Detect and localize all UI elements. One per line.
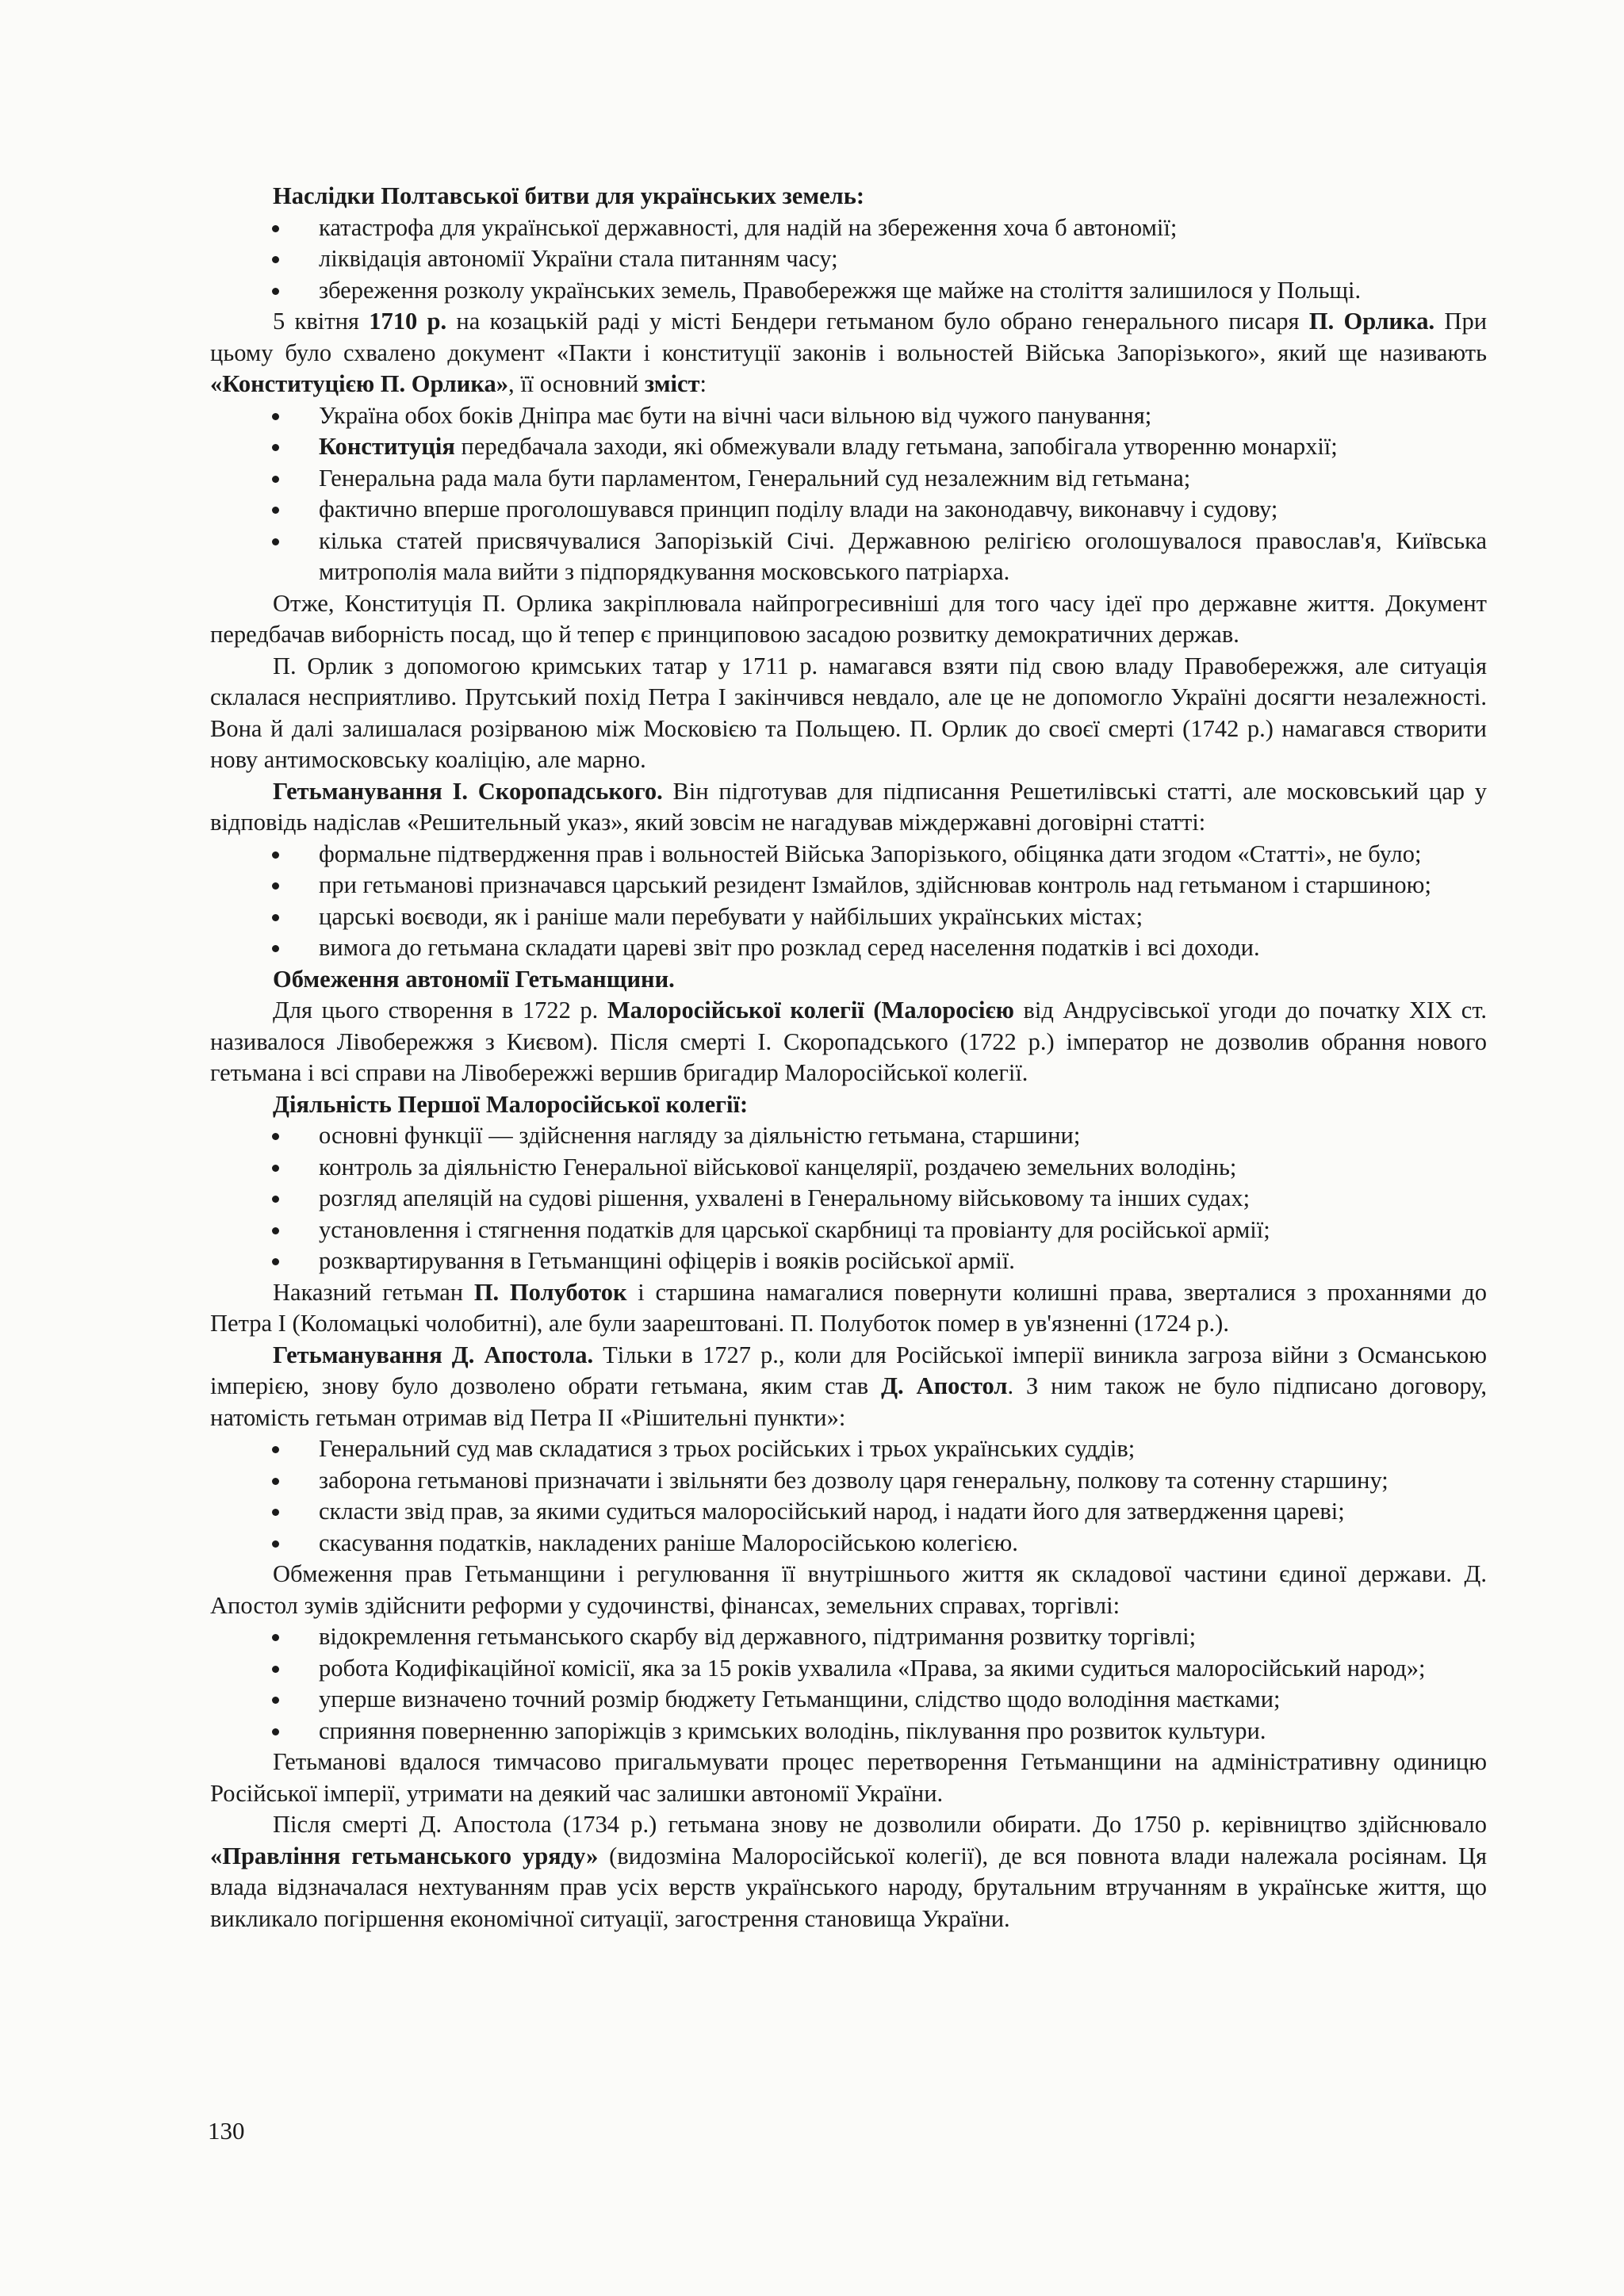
text-run: відокремлення гетьманського скарбу від державного, підтримання розвитку торгівлі; <box>319 1623 1197 1650</box>
text-run: , її основний <box>508 370 645 397</box>
list-item <box>210 526 1487 588</box>
list-item <box>210 1496 1487 1528</box>
text-run: від Андрусівської угоди до початку XIX ст. називалося Лівобережжя з Києвом). Після смерті І. Скоропадського (1722 р.) імператор не дозволив обрання нового гетьмана і всі справи на Лівобережжі вершив бригадир Малоросійської колегії. <box>210 997 1487 1086</box>
paragraph <box>210 776 1487 839</box>
bold-text: 1710 р. <box>369 308 447 335</box>
text-run: Отже, Конституція П. Орлика закріплювала найпрогресивніші для того часу ідеї про державне життя. Документ передбачав виборність посад, що й тепер є принциповою засадою розвитку демократичних держав. <box>210 589 1487 648</box>
section-heading <box>210 181 1487 212</box>
list-item <box>210 1653 1487 1685</box>
bullet-list <box>210 212 1487 307</box>
text-run: Для цього створення в 1722 р. <box>273 997 607 1024</box>
paragraph <box>210 1809 1487 1934</box>
text-run: фактично вперше проголошувався принцип поділу влади на законодавчу, виконавчу і судову; <box>319 496 1278 522</box>
text-run: розквартирування в Гетьманщині офіцерів і вояків російської армії. <box>319 1247 1015 1274</box>
paragraph <box>210 1747 1487 1809</box>
list-item <box>210 1684 1487 1716</box>
bold-text: Наслідки Полтавської битви для українських земель <box>273 182 856 209</box>
bold-text: Обмеження автономії Гетьманщини. <box>273 965 675 993</box>
list-item <box>210 1465 1487 1497</box>
list-item <box>210 431 1487 463</box>
text-run: кілька статей присвячувалися Запорізькій Січі. Державною релігією оголошувалося православ'я, Київська митрополія мала вийти з підпорядкування московського патріарха. <box>319 526 1487 585</box>
bold-text: П. Полуботок <box>473 1278 627 1306</box>
page-number: 130 <box>208 2117 245 2145</box>
text-run: на козацькій раді у місті Бендери гетьманом було обрано генерального писаря <box>446 308 1309 335</box>
bold-text: Гетьманування Д. Апостола. <box>273 1341 594 1368</box>
bold-text: Гетьманування І. Скоропадського. <box>273 777 663 805</box>
text-run: уперше визначено точний розмір бюджету Гетьманщини, слідство щодо володіння маєтками; <box>319 1686 1281 1712</box>
paragraph <box>210 306 1487 400</box>
list-item <box>210 243 1487 275</box>
section-heading <box>210 1089 1487 1121</box>
list-item <box>210 1716 1487 1747</box>
section-heading <box>210 964 1487 996</box>
text-run: : <box>699 370 707 397</box>
list-item <box>210 1621 1487 1653</box>
text-run: скласти звід прав, за якими судиться малоросійський народ, і надати його для затвердження цареві; <box>319 1498 1345 1525</box>
list-item <box>210 839 1487 871</box>
bullet-list <box>210 1621 1487 1747</box>
text-run: скасування податків, накладених раніше Малоросійською колегією. <box>319 1529 1018 1556</box>
list-item <box>210 463 1487 495</box>
text-run: ліквідація автономії України стала питанням часу; <box>319 245 838 272</box>
list-item <box>210 1528 1487 1559</box>
bold-text: зміст <box>644 370 700 397</box>
text-run: Наказний гетьман <box>273 1278 474 1306</box>
paragraph <box>210 1277 1487 1340</box>
text-run: основні функції — здійснення нагляду за діяльністю гетьмана, старшини; <box>319 1122 1081 1149</box>
text-run: розгляд апеляцій на судові рішення, ухвалені в Генеральному військовому та інших судах; <box>319 1184 1251 1211</box>
text-run: П. Орлик з допомогою кримських татар у 1711 р. намагався взяти під свою владу Правобережжя, але ситуація склалася несприятливо. Прутський похід Петра І закінчився невдало, але це не допомогло Україні досягти незалежності. Вона й далі залишалася розірваною між Московією та Польщею. П. Орлик до своєї смерті (1742 р.) намагався створити нову антимосковську коаліцію, але марно. <box>210 652 1487 773</box>
text-run: При цьому було схвалено документ «Пакти і конституції законів і вольностей Війська Запорізького», який ще називають <box>210 308 1488 366</box>
text-run: Він підготував для підписання Решетилівські статті, але московський цар у відповідь надіслав «Решительный указ», який зовсім не нагадував міждержавні договірні статті: <box>210 777 1487 836</box>
list-item <box>210 1246 1487 1277</box>
text-run: Гетьманові вдалося тимчасово пригальмувати процес перетворення Гетьманщини на адміністративну одиницю Російської імперії, утримати на деякий час залишки автономії України. <box>210 1748 1487 1807</box>
list-item <box>210 400 1487 432</box>
text-run: при гетьманові призначався царський резидент Ізмайлов, здійснював контроль над гетьманом і старшиною; <box>319 871 1431 898</box>
text-run: . З ним також не було підписано договору, натомість гетьман отримав від Петра ІІ «Рішительні пункти»: <box>210 1372 1487 1431</box>
text-run: Після смерті Д. Апостола (1734 р.) гетьмана знову не дозволили обирати. До 1750 р. керівництво здійснювало <box>273 1811 1487 1838</box>
text-run: Україна обох боків Дніпра має бути на вічні часи вільною від чужого панування; <box>319 401 1152 429</box>
text-run: робота Кодифікаційної комісії, яка за 15 років ухвалила «Права, за якими судиться малоросійський народ»; <box>319 1654 1426 1682</box>
text-run: контроль за діяльністю Генеральної військової канцелярії, роздачею земельних володінь; <box>319 1153 1237 1181</box>
paragraph <box>210 995 1487 1089</box>
text-run: (видозміна Малоросійської колегії), де вся повнота влади належала росіянам. Ця влада відзначалася нехтуванням прав усіх верств українського народу, брутальним втручанням в українське життя, що викликало погіршення економічної ситуації, загострення становища України. <box>210 1842 1487 1932</box>
list-item <box>210 212 1487 244</box>
text-run: : <box>856 182 865 209</box>
text-run: Обмеження прав Гетьманщини і регулювання її внутрішнього життя як складової частини єдиної держави. Д. Апостол зумів здійснити реформи у судочинстві, фінансах, земельних справах, торгівлі: <box>210 1560 1487 1619</box>
paragraph <box>210 1559 1487 1621</box>
text-run: установлення і стягнення податків для царської скарбниці та провіанту для російської армії; <box>319 1215 1270 1243</box>
list-item <box>210 494 1487 526</box>
text-run: формальне підтвердження прав і вольностей Війська Запорізького, обіцянка дати згодом «Статті», не було; <box>319 840 1422 867</box>
list-item <box>210 275 1487 307</box>
bullet-list <box>210 839 1487 964</box>
text-run: царські воєводи, як і раніше мали перебувати у найбільших українських містах; <box>319 902 1143 930</box>
list-item <box>210 1120 1487 1152</box>
bold-text: Діяльність Першої Малоросійської колегії: <box>273 1090 749 1118</box>
text-run: збереження розколу українських земель, Правобережжя ще майже на століття залишилося у Польщі. <box>319 276 1362 304</box>
paragraph <box>210 588 1487 651</box>
bold-text: «Конституцією П. Орлика» <box>210 370 508 397</box>
bold-text: Малоросійської колегії (Малоросією <box>607 997 1014 1024</box>
bold-text: Конституція <box>319 433 455 460</box>
text-run: катастрофа для української державності, для надій на збереження хоча б автономії; <box>319 213 1178 241</box>
text-run: і старшина намагалися повернути колишні права, зверталися з проханнями до Петра І (Коломацькі чолобитні), але були заарештовані. П. Полуботок помер в ув'язненні (1724 р.). <box>210 1278 1487 1337</box>
bold-text: Д. Апостол <box>881 1372 1008 1399</box>
text-run: вимога до гетьмана складати цареві звіт про розклад серед населення податків і всі доходи. <box>319 934 1260 961</box>
list-item <box>210 1215 1487 1246</box>
paragraph <box>210 1340 1487 1434</box>
list-item <box>210 1433 1487 1465</box>
list-item <box>210 1152 1487 1184</box>
bullet-list <box>210 1433 1487 1559</box>
page-content <box>210 181 1487 1934</box>
text-run: 5 квітня <box>273 308 370 335</box>
bullet-list <box>210 1120 1487 1277</box>
text-run: сприяння поверненню запоріжців з кримських володінь, піклування про розвиток культури. <box>319 1716 1266 1744</box>
list-item <box>210 932 1487 964</box>
text-run: заборона гетьманові призначати і звільняти без дозволу царя генеральну, полкову та сотенну старшину; <box>319 1466 1388 1494</box>
bullet-list <box>210 400 1487 588</box>
list-item <box>210 901 1487 933</box>
list-item <box>210 1183 1487 1215</box>
text-run: Генеральна рада мала бути парламентом, Генеральний суд незалежним від гетьмана; <box>319 464 1191 492</box>
text-run: Тільки в 1727 р., коли для Російської імперії виникла загроза війни з Османською імперією, знову було дозволено обрати гетьмана, яким став <box>210 1341 1487 1399</box>
text-run: Генеральний суд мав складатися з трьох російських і трьох українських суддів; <box>319 1435 1136 1462</box>
paragraph <box>210 651 1487 776</box>
list-item <box>210 870 1487 901</box>
text-run: передбачала заходи, які обмежували владу гетьмана, запобігала утворенню монархії; <box>454 433 1338 460</box>
bold-text: П. Орлика. <box>1308 308 1435 335</box>
bold-text: «Правління гетьманського уряду» <box>210 1842 599 1869</box>
